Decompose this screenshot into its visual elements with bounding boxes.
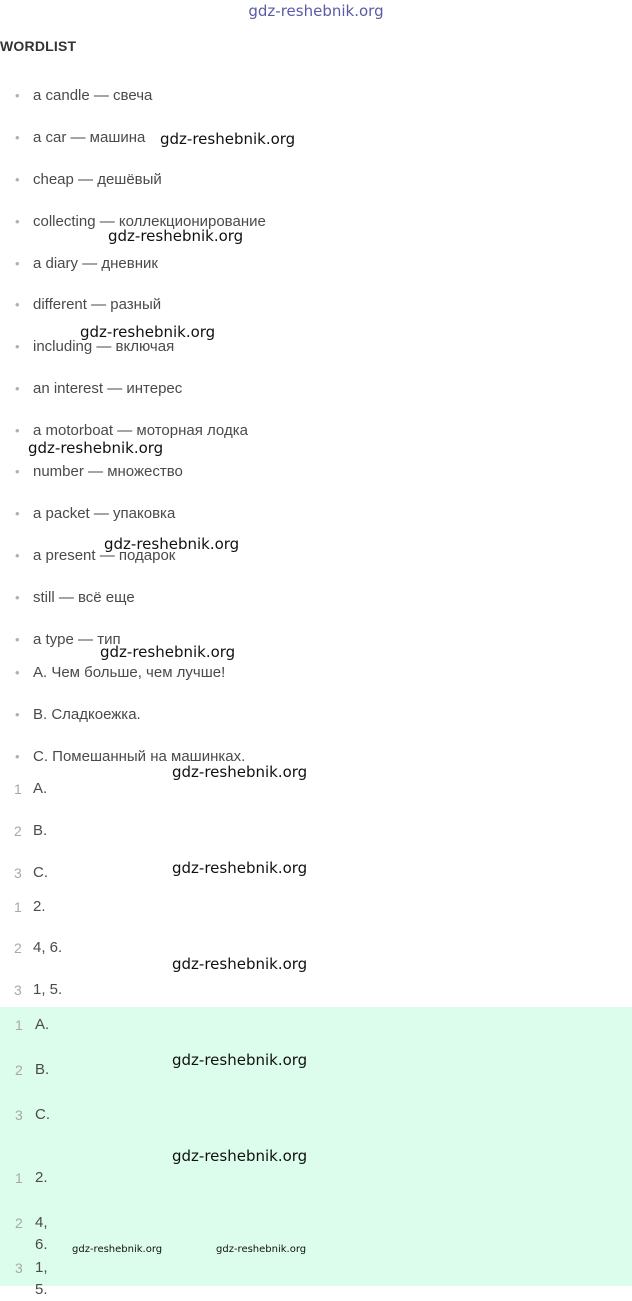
watermark-text: gdz-reshebnik.org: [216, 1244, 307, 1255]
bullet-icon: •: [15, 214, 20, 229]
bullet-icon: •: [15, 548, 20, 563]
watermark-text: gdz-reshebnik.org: [100, 643, 236, 661]
watermark-text: gdz-reshebnik.org: [172, 763, 308, 781]
bullet-icon: •: [15, 130, 20, 145]
bullet-icon: •: [15, 749, 20, 764]
bullet-icon: •: [15, 665, 20, 680]
bullet-icon: •: [15, 256, 20, 271]
bullet-icon: •: [15, 632, 20, 647]
watermark-text: gdz-reshebnik.org: [28, 439, 164, 457]
watermark-text: gdz-reshebnik.org: [104, 535, 240, 553]
watermark-text: gdz-reshebnik.org: [80, 323, 216, 341]
bullet-icon: •: [15, 88, 20, 103]
bullet-icon: •: [15, 423, 20, 438]
bullet-icon: •: [15, 590, 20, 605]
watermark-text: gdz-reshebnik.org: [72, 1244, 163, 1255]
bullet-icon: •: [15, 506, 20, 521]
wordlist-heading: WORDLIST: [0, 38, 77, 54]
bullet-icon: •: [15, 464, 20, 479]
watermark-text: gdz-reshebnik.org: [108, 227, 244, 245]
bullet-icon: •: [15, 381, 20, 396]
watermark-text: gdz-reshebnik.org: [160, 130, 296, 148]
bullet-icon: •: [15, 707, 20, 722]
watermark-text: gdz-reshebnik.org: [172, 955, 308, 973]
bullet-icon: •: [15, 297, 20, 312]
answer-block: 1 A. 2 B. 3 C. 1 2. 2 4, 6. 3 1, 5.: [0, 1007, 632, 1286]
watermark-text: gdz-reshebnik.org: [172, 859, 308, 877]
bullet-icon: •: [15, 339, 20, 354]
watermark-text: gdz-reshebnik.org: [172, 1147, 308, 1165]
watermark-text: gdz-reshebnik.org: [172, 1051, 308, 1069]
site-header-link[interactable]: gdz-reshebnik.org: [248, 2, 384, 20]
bullet-icon: •: [15, 172, 20, 187]
